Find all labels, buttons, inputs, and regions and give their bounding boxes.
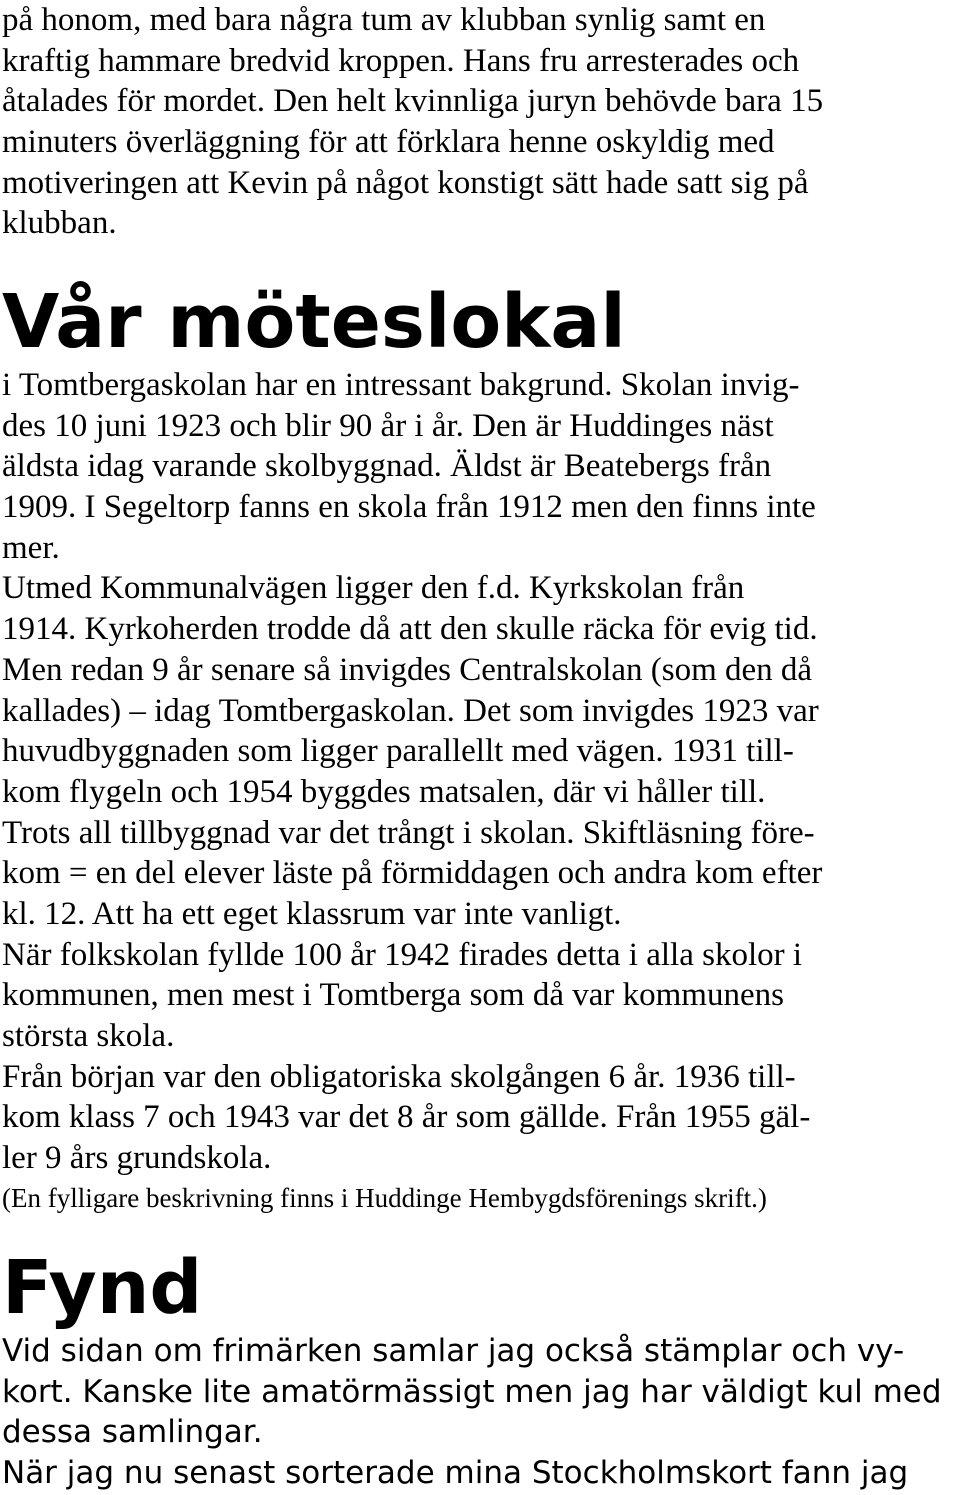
text-line: kommunen, men mest i Tomtberga som då var kommunens (2, 977, 784, 1014)
fynd-paragraph (2, 1331, 958, 1494)
text-line: minuters överläggning för att förklara henne oskyldig med (2, 124, 775, 161)
text-line: Vid sidan om frimärken samlar jag också stämplar och vy- (2, 1333, 905, 1369)
text-line: kom = en del elever läste på förmiddagen och andra kom efter (2, 855, 823, 892)
text-line: motiveringen att Kevin på något konstigt sätt hade satt sig på (2, 164, 809, 201)
text-line: äldsta idag varande skolbyggnad. Äldst är Beatebergs från (2, 448, 772, 485)
text-line: i Tomtbergaskolan har en intressant bakgrund. Skolan invig- (2, 367, 800, 403)
text-line: huvudbyggnaden som ligger parallellt med vägen. 1931 till- (2, 733, 794, 770)
text-line: Från början var den obligatoriska skolgången 6 år. 1936 till- (2, 1058, 796, 1095)
text-line: åtalades för mordet. Den helt kvinnliga juryn behövde bara 15 (2, 83, 824, 120)
text-line: 1909. I Segeltorp fanns en skola från 1912 men den finns inte (2, 489, 816, 526)
text-line: När jag nu senast sorterade mina Stockholmskort fann jag (2, 1455, 909, 1492)
text-line: ler 9 års grundskola. (2, 1140, 272, 1177)
section-heading-fynd: Fynd (2, 1245, 203, 1331)
text-line: kl. 12. Att ha ett eget klassrum var inte vanligt. (2, 895, 622, 932)
source-note: (En fylligare beskrivning finns i Huddinge Hembygdsförenings skrift.) (2, 1183, 767, 1213)
text-line: Trots all tillbyggnad var det trångt i skolan. Skiftläsning före- (2, 814, 815, 851)
text-line: mer. (2, 529, 60, 566)
text-line: 1914. Kyrkoherden trodde då att den skulle räcka för evig tid. (2, 611, 818, 648)
text-line: kort. Kanske lite amatörmässigt men jag har väldigt kul med (2, 1373, 942, 1410)
text-line: kraftig hammare bredvid kroppen. Hans fru arresterades och (2, 42, 800, 79)
section-heading-motesokal: Vår möteslokal (2, 279, 626, 365)
motesokal-paragraph (2, 365, 958, 1179)
intro-paragraph (2, 0, 958, 244)
text-line: kom klass 7 och 1943 var det 8 år som gällde. Från 1955 gäl- (2, 1099, 811, 1136)
text-line: kallades) – idag Tomtbergaskolan. Det som invigdes 1923 var (2, 692, 819, 729)
text-line: Men redan 9 år senare så invigdes Centralskolan (som den då (2, 651, 813, 688)
text-line: När folkskolan fyllde 100 år 1942 firades detta i alla skolor i (2, 936, 803, 973)
text-line: kom flygeln och 1954 byggdes matsalen, där vi håller till. (2, 773, 766, 810)
text-line: Utmed Kommunalvägen ligger den f.d. Kyrkskolan från (2, 570, 745, 607)
text-line: des 10 juni 1923 och blir 90 år i år. Den är Huddinges näst (2, 407, 774, 444)
text-line: på honom, med bara några tum av klubban synlig samt en (2, 2, 766, 38)
text-line: klubban. (2, 205, 117, 242)
text-line: största skola. (2, 1018, 175, 1054)
text-line: dessa samlingar. (2, 1414, 263, 1451)
